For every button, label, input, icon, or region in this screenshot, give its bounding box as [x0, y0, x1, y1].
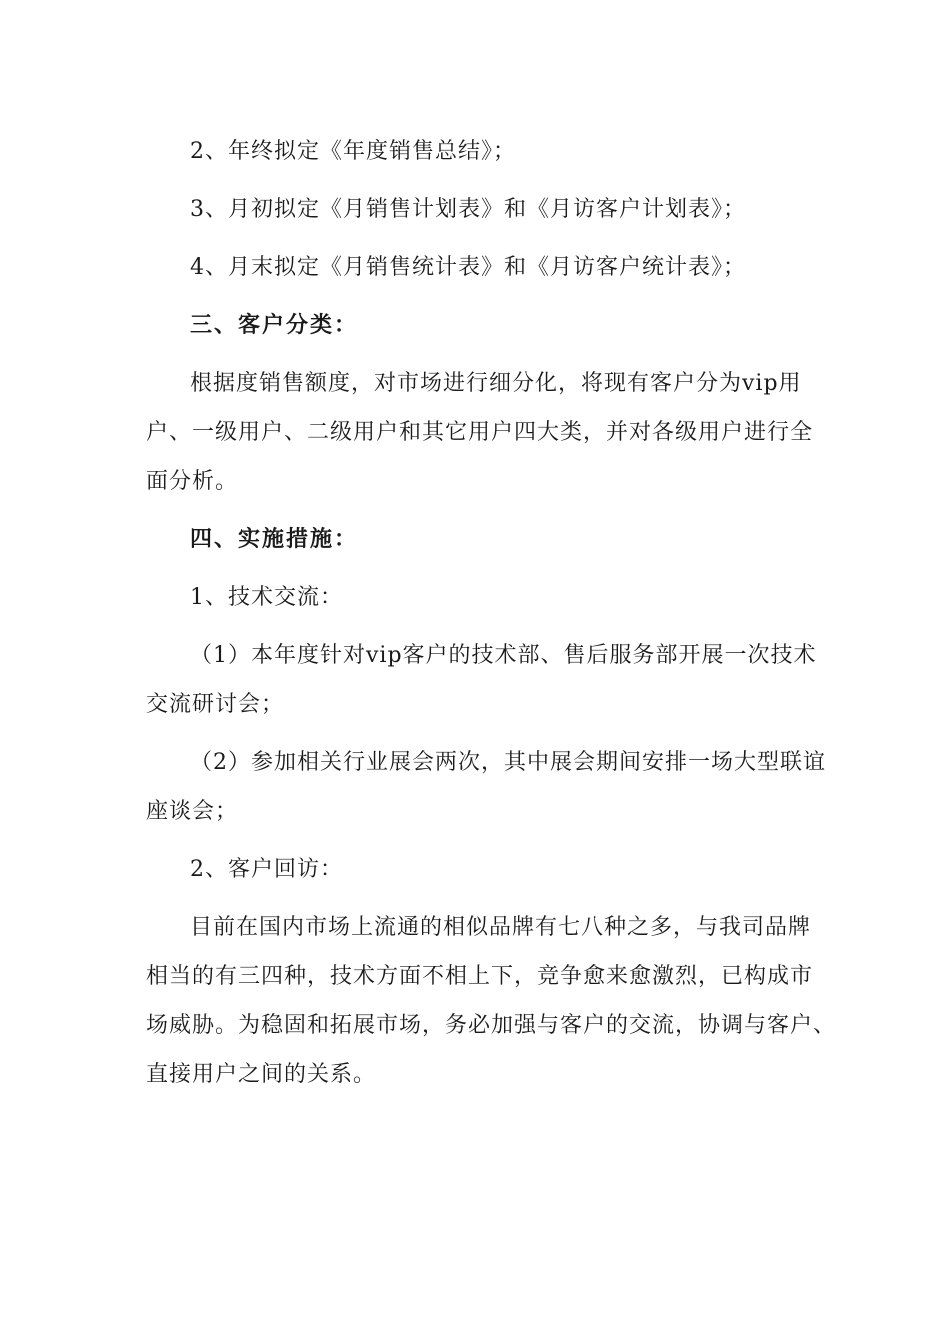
paragraph-line: 面分析。 — [146, 469, 239, 494]
paragraph-line: 根据度销售额度，对市场进行细分化，将现有客户分为vip用 — [190, 371, 802, 396]
paragraph-line: 目前在国内市场上流通的相似品牌有七八种之多，与我司品牌 — [190, 915, 812, 940]
paragraph-line: 场威胁。为稳固和拓展市场，务必加强与客户的交流，协调与客户、 — [146, 1013, 837, 1038]
paragraph-line: 户、一级用户、二级用户和其它用户四大类，并对各级用户进行全 — [146, 420, 814, 445]
list-item-monthly-plan: 3、月初拟定《月销售计划表》和《月访客户计划表》； — [190, 197, 746, 222]
paragraph-line: 相当的有三四种，技术方面不相上下，竞争愈来愈激烈，已构成市 — [146, 964, 814, 989]
paragraph-line: 座谈会； — [146, 799, 239, 824]
paragraph-line: （1）本年度针对vip客户的技术部、售后服务部开展一次技术 — [190, 643, 817, 668]
paragraph-line: （2）参加相关行业展会两次，其中展会期间安排一场大型联谊 — [190, 750, 826, 775]
section-heading-customer-classification: 三、客户分类： — [190, 313, 359, 338]
paragraph-line: 直接用户之间的关系。 — [146, 1062, 377, 1087]
subheading-technical-exchange: 1、技术交流： — [190, 585, 343, 610]
list-item-monthly-statistics: 4、月末拟定《月销售统计表》和《月访客户统计表》； — [190, 255, 746, 280]
subheading-customer-revisit: 2、客户回访： — [190, 857, 343, 882]
section-heading-implementation: 四、实施措施： — [190, 527, 359, 552]
list-item-annual-summary: 2、年终拟定《年度销售总结》； — [190, 139, 516, 164]
paragraph-line: 交流研讨会； — [146, 692, 285, 717]
